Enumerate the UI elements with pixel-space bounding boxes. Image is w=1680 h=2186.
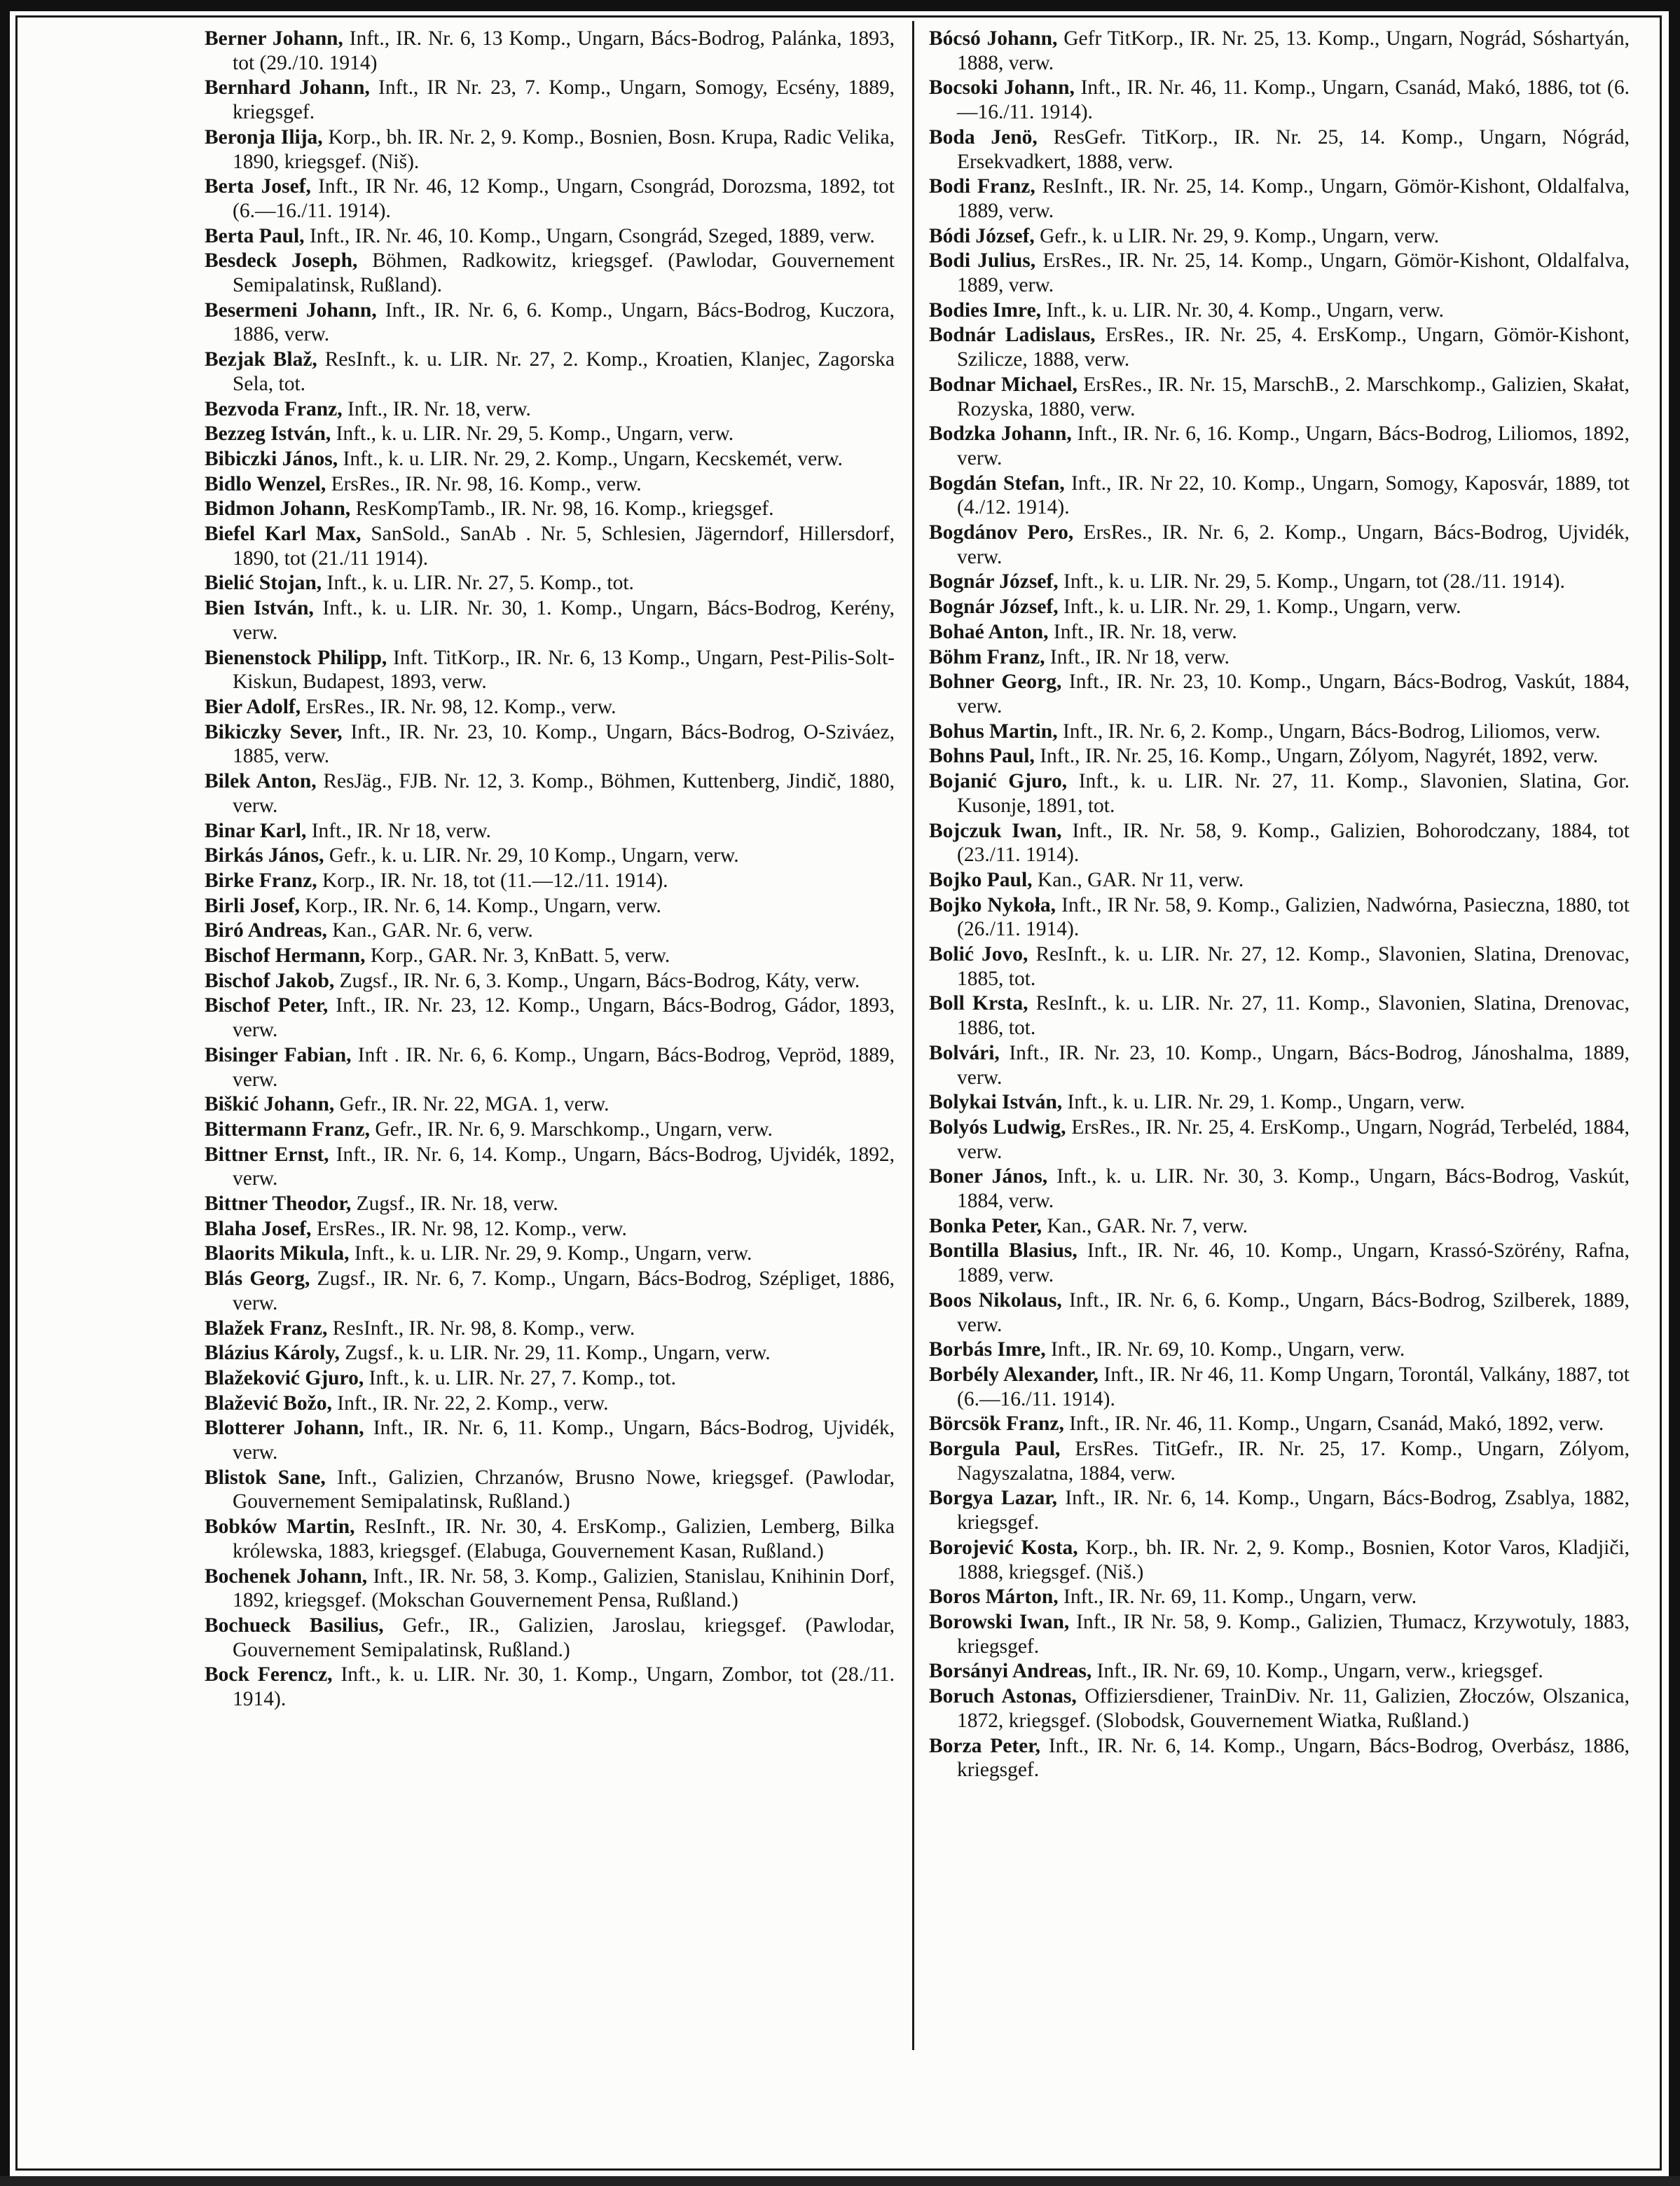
entry-details: Gefr., IR. Nr. 22, MGA. 1, verw. xyxy=(339,1093,610,1116)
entry-name: Biefel Karl Max, xyxy=(205,523,362,546)
entry-name: Boruch Astonas, xyxy=(929,1685,1077,1708)
casualty-entry xyxy=(929,670,1630,718)
entry-details: Korp., bh. IR. Nr. 2, 9. Komp., Bosnien, Kotor Varos, Kladjiči, 1888, kriegsgef. (Niš.) xyxy=(957,1536,1630,1583)
casualty-entry xyxy=(929,893,1630,942)
casualty-entry xyxy=(929,1239,1630,1287)
casualty-entry xyxy=(929,1214,1630,1239)
casualty-entry xyxy=(205,894,895,919)
entry-details: Gefr TitKorp., IR. Nr. 25, 13. Komp., Ungarn, Nográd, Sóshartyán, 1888, verw. xyxy=(957,27,1630,74)
entry-name: Bock Ferencz, xyxy=(205,1663,333,1686)
entry-name: Blaha Josef, xyxy=(205,1217,312,1240)
entry-details: Inft., IR. Nr. 69, 11. Komp., Ungarn, verw. xyxy=(1063,1586,1417,1609)
entry-name: Bittner Ernst, xyxy=(205,1143,329,1166)
entry-details: Inft., IR. Nr. 46, 11. Komp., Ungarn, Csanád, Makó, 1892, verw. xyxy=(1069,1412,1604,1436)
entry-details: Inft., IR. Nr. 69, 10. Komp., Ungarn, verw. xyxy=(1051,1338,1405,1361)
entry-details: ResInft., IR. Nr. 25, 14. Komp., Ungarn, Gömör-Kishont, Oldalfalva, 1889, verw. xyxy=(957,175,1630,222)
entry-name: Bohus Martin, xyxy=(929,720,1058,743)
entry-details: Zugsf., k. u. LIR. Nr. 29, 11. Komp., Ungarn, verw. xyxy=(345,1342,771,1365)
entry-name: Bibiczki János, xyxy=(205,447,338,470)
entry-name: Biškić Johann, xyxy=(205,1093,335,1116)
entry-details: Inft., IR. Nr. 58, 3. Komp., Galizien, Stanislau, Knihinin Dorf, 1892, kriegsgef. (Mokschan Gouvernement Pensa, Rußland.) xyxy=(233,1565,895,1612)
entry-details: Kan., GAR. Nr 11, verw. xyxy=(1037,868,1244,891)
entry-name: Bodi Julius, xyxy=(929,249,1036,273)
entry-name: Bien István, xyxy=(205,597,314,620)
entry-details: ErsRes., IR. Nr. 25, 4. ErsKomp., Ungarn, Gömör-Kishont, Szilicze, 1888, verw. xyxy=(957,324,1630,371)
entry-name: Bonka Peter, xyxy=(929,1214,1042,1237)
casualty-entry xyxy=(205,571,895,596)
entry-details: Inft., k. u. LIR. Nr. 27, 7. Komp., tot. xyxy=(369,1366,677,1389)
casualty-entry xyxy=(929,720,1630,744)
casualty-entry xyxy=(929,620,1630,645)
entry-details: ErsRes., IR. Nr. 25, 14. Komp., Ungarn, Gömör-Kishont, Oldalfalva, 1889, verw. xyxy=(957,249,1630,297)
entry-name: Boros Márton, xyxy=(929,1586,1059,1609)
casualty-entry xyxy=(205,1092,895,1117)
entry-details: Inft . IR. Nr. 6, 6. Komp., Ungarn, Bács-Bodrog, Vepröd, 1889, verw. xyxy=(233,1043,895,1091)
casualty-entry xyxy=(205,869,895,893)
casualty-entry xyxy=(205,844,895,868)
entry-details: Inft., IR. Nr. 46, 10. Komp., Ungarn, Csongrád, Szeged, 1889, verw. xyxy=(309,224,875,247)
casualty-entry xyxy=(929,249,1630,297)
entry-details: Gefr., k. u LIR. Nr. 29, 9. Komp., Ungarn, verw. xyxy=(1040,224,1440,247)
casualty-entry xyxy=(205,1217,895,1242)
entry-name: Bohaé Anton, xyxy=(929,620,1049,643)
entry-details: ResJäg., FJB. Nr. 12, 3. Komp., Böhmen, Kuttenberg, Jindič, 1880, verw. xyxy=(233,770,895,817)
entry-name: Boner János, xyxy=(929,1165,1048,1188)
entry-details: Gefr., IR., Galizien, Jaroslau, kriegsgef. (Pawlodar, Gouvernement Semipalatinsk, Rußland.) xyxy=(233,1614,895,1661)
entry-name: Borbás Imre, xyxy=(929,1338,1046,1361)
entry-name: Bojczuk Iwan, xyxy=(929,819,1062,842)
entry-details: Inft., IR. Nr. 23, 12. Komp., Ungarn, Bács-Bodrog, Gádor, 1893, verw. xyxy=(233,994,895,1042)
entry-name: Bohner Georg, xyxy=(929,671,1062,694)
entry-details: Inft., k. u. LIR. Nr. 29, 2. Komp., Ungarn, Kecskemét, verw. xyxy=(343,447,843,470)
entry-details: Inft., k. u. LIR. Nr. 30, 1. Komp., Ungarn, Bács-Bodrog, Kerény, verw. xyxy=(233,597,895,644)
entry-name: Bolvári, xyxy=(929,1041,1000,1064)
entry-details: Inft., IR Nr. 58, 9. Komp., Galizien, Nadwórna, Pasieczna, 1880, tot (26./11. 1914). xyxy=(957,893,1630,941)
entry-details: SanSold., SanAb . Nr. 5, Schlesien, Jägerndorf, Hillersdorf, 1890, tot (21./11 1914). xyxy=(233,523,895,570)
entry-details: Inft., Galizien, Chrzanów, Brusno Nowe, kriegsgef. (Pawlodar, Gouvernement Semipalatinsk, Rußland.) xyxy=(233,1466,895,1513)
casualty-entry xyxy=(205,174,895,223)
entry-name: Birke Franz, xyxy=(205,869,317,892)
casualty-entry xyxy=(205,1267,895,1315)
entry-details: Inft., IR. Nr. 18, verw. xyxy=(1053,620,1237,643)
entry-name: Bischof Peter, xyxy=(205,994,329,1017)
casualty-entry xyxy=(929,373,1630,421)
entry-details: Inft., IR. Nr 18, verw. xyxy=(1049,645,1230,668)
casualty-entry xyxy=(929,521,1630,569)
casualty-entry xyxy=(205,1466,895,1514)
entry-details: Zugsf., IR. Nr. 6, 7. Komp., Ungarn, Bács-Bodrog, Szépliget, 1886, verw. xyxy=(233,1267,895,1314)
entry-details: ResKompTamb., IR. Nr. 98, 16. Komp., kriegsgef. xyxy=(355,497,774,521)
entry-name: Böhm Franz, xyxy=(929,645,1045,668)
entry-details: Inft., k. u. LIR. Nr. 30, 3. Komp., Ungarn, Bács-Bodrog, Vaskút, 1884, verw. xyxy=(957,1165,1630,1213)
entry-name: Bohns Paul, xyxy=(929,745,1035,768)
casualty-entry xyxy=(929,1684,1630,1733)
scan-border-left xyxy=(0,0,10,2186)
entry-name: Bontilla Blasius, xyxy=(929,1239,1077,1263)
casualty-entry xyxy=(205,1565,895,1613)
entry-name: Bielić Stojan, xyxy=(205,572,322,595)
casualty-entry xyxy=(929,595,1630,619)
entry-name: Bojanić Gjuro, xyxy=(929,770,1068,793)
entry-name: Bolykai István, xyxy=(929,1091,1063,1114)
entry-details: ErsRes., IR. Nr. 25, 4. ErsKomp., Ungarn, Nográd, Terbeléd, 1884, verw. xyxy=(957,1115,1630,1163)
entry-name: Birkás János, xyxy=(205,844,324,867)
entry-name: Bognár József, xyxy=(929,596,1059,619)
entry-details: Inft. TitKorp., IR. Nr. 6, 13 Komp., Ungarn, Pest-Pilis-Solt-Kiskun, Budapest, 1893, verw. xyxy=(233,646,895,694)
entry-name: Börcsök Franz, xyxy=(929,1412,1064,1436)
casualty-entry xyxy=(205,472,895,497)
entry-details: ErsRes., IR. Nr. 98, 12. Komp., verw. xyxy=(316,1217,627,1240)
entry-name: Bodzka Johann, xyxy=(929,422,1072,446)
casualty-entry xyxy=(929,1412,1630,1436)
entry-name: Bodnár Ladislaus, xyxy=(929,324,1096,347)
casualty-entry xyxy=(929,1090,1630,1115)
casualty-entry xyxy=(929,224,1630,249)
entry-name: Bernhard Johann, xyxy=(205,76,370,99)
entry-name: Bezjak Blaž, xyxy=(205,348,317,371)
scan-border-top xyxy=(0,0,1680,11)
entry-name: Boda Jenö, xyxy=(929,125,1038,149)
entry-name: Biró Andreas, xyxy=(205,919,327,942)
entry-details: Inft., IR. Nr. 22, 2. Komp., verw. xyxy=(337,1391,609,1415)
entry-details: Kan., GAR. Nr. 7, verw. xyxy=(1047,1214,1248,1237)
casualty-entry xyxy=(929,1610,1630,1658)
casualty-entry xyxy=(929,76,1630,124)
entry-details: Inft., IR. Nr. 6, 14. Komp., Ungarn, Bács-Bodrog, Ujvidék, 1892, verw. xyxy=(233,1143,895,1190)
entry-details: Inft., IR. Nr. 46, 10. Komp., Ungarn, Krassó-Szörény, Rafna, 1889, verw. xyxy=(957,1239,1630,1287)
entry-details: Inft., IR. Nr 18, verw. xyxy=(311,819,491,842)
entry-name: Blás Georg, xyxy=(205,1267,310,1291)
entry-details: Inft., k. u. LIR. Nr. 27, 11. Komp., Slavonien, Slatina, Gor. Kusonje, 1891, tot. xyxy=(957,770,1630,817)
casualty-entry xyxy=(929,1437,1630,1485)
casualty-entry xyxy=(205,969,895,994)
casualty-entry xyxy=(929,769,1630,818)
casualty-entry xyxy=(205,944,895,968)
entry-details: Inft., IR. Nr. 6, 14. Komp., Ungarn, Bács-Bodrog, Zsablya, 1882, kriegsgef. xyxy=(957,1487,1630,1534)
casualty-entry xyxy=(205,27,895,75)
entry-details: ResInft., IR. Nr. 98, 8. Komp., verw. xyxy=(332,1317,635,1340)
casualty-entry xyxy=(205,397,895,422)
entry-name: Bocsoki Johann, xyxy=(929,76,1075,99)
casualty-entry xyxy=(929,868,1630,893)
casualty-entry xyxy=(205,596,895,645)
casualty-entry xyxy=(205,1341,895,1366)
entry-details: Inft., IR. Nr. 6, 13 Komp., Ungarn, Bács-Bodrog, Palánka, 1893, tot (29./10. 1914) xyxy=(233,27,895,74)
entry-details: Inft., IR. Nr. 23, 10. Komp., Ungarn, Bács-Bodrog, O-Sziváez, 1885, verw. xyxy=(233,720,895,768)
casualty-entry xyxy=(929,1115,1630,1164)
entry-name: Birli Josef, xyxy=(205,894,301,917)
casualty-entry xyxy=(929,27,1630,75)
entry-name: Bodi Franz, xyxy=(929,175,1035,198)
entry-details: ErsRes., IR. Nr. 15, MarschB., 2. Marschkomp., Galizien, Skałat, Rozyska, 1880, verw. xyxy=(957,373,1630,420)
casualty-entry xyxy=(929,174,1630,223)
casualty-entry xyxy=(205,769,895,818)
entry-name: Berta Josef, xyxy=(205,175,311,198)
casualty-entry xyxy=(205,249,895,297)
entry-name: Blaorits Mikula, xyxy=(205,1242,350,1265)
entry-details: Inft., k. u. LIR. Nr. 29, 5. Komp., Ungarn, tot (28./11. 1914). xyxy=(1063,570,1565,593)
entry-name: Bojko Nykoła, xyxy=(929,893,1056,916)
entry-name: Bittermann Franz, xyxy=(205,1118,370,1141)
casualty-entry xyxy=(205,348,895,396)
entry-details: Zugsf., IR. Nr. 6, 3. Komp., Ungarn, Bács-Bodrog, Káty, verw. xyxy=(339,969,860,992)
entry-details: Inft., IR. Nr. 23, 10. Komp., Ungarn, Bács-Bodrog, Jánoshalma, 1889, verw. xyxy=(957,1041,1630,1089)
entry-details: Inft., IR. Nr. 46, 11. Komp., Ungarn, Csanád, Makó, 1886, tot (6.—16./11. 1914). xyxy=(957,76,1630,124)
entry-name: Binar Karl, xyxy=(205,819,307,842)
entry-name: Beronja Ilija, xyxy=(205,125,323,149)
casualty-entry xyxy=(205,819,895,844)
entry-details: ResInft., k. u. LIR. Nr. 27, 11. Komp., Slavonien, Slatina, Drenovac, 1886, tot. xyxy=(957,992,1630,1040)
entry-name: Berta Paul, xyxy=(205,224,305,247)
entry-name: Borsányi Andreas, xyxy=(929,1660,1092,1683)
entry-name: Bischof Hermann, xyxy=(205,944,366,968)
right-column xyxy=(929,27,1630,1783)
casualty-entry xyxy=(929,819,1630,867)
entry-details: Inft., IR Nr. 46, 12 Komp., Ungarn, Csongrád, Dorozsma, 1892, tot (6.—16./11. 1914). xyxy=(233,175,895,222)
entry-name: Bilek Anton, xyxy=(205,770,317,793)
entry-details: ErsRes., IR. Nr. 98, 16. Komp., verw. xyxy=(331,472,642,495)
entry-name: Blažević Božo, xyxy=(205,1391,332,1415)
entry-details: Inft., IR. Nr. 6, 16. Komp., Ungarn, Bács-Bodrog, Liliomos, 1892, verw. xyxy=(957,422,1630,469)
entry-name: Bodies Imre, xyxy=(929,298,1042,322)
entry-name: Bidlo Wenzel, xyxy=(205,472,326,495)
casualty-entry xyxy=(205,720,895,769)
casualty-entry xyxy=(929,1363,1630,1411)
casualty-entry xyxy=(205,1515,895,1563)
entry-details: Inft., IR. Nr. 6, 6. Komp., Ungarn, Bács-Bodrog, Szilberek, 1889, verw. xyxy=(957,1288,1630,1336)
entry-name: Bócsó Johann, xyxy=(929,27,1058,50)
casualty-entry xyxy=(929,422,1630,470)
casualty-entry xyxy=(205,1192,895,1216)
casualty-entry xyxy=(205,497,895,521)
casualty-entry xyxy=(929,645,1630,670)
casualty-entry xyxy=(929,1585,1630,1609)
casualty-entry xyxy=(205,298,895,347)
casualty-entry xyxy=(205,1317,895,1341)
entry-name: Boos Nikolaus, xyxy=(929,1288,1062,1312)
entry-details: ErsRes., IR. Nr. 98, 12. Komp., verw. xyxy=(305,695,617,718)
casualty-entry xyxy=(205,224,895,249)
casualty-entry xyxy=(205,1242,895,1266)
entry-name: Bodnar Michael, xyxy=(929,373,1077,396)
entry-name: Blažeković Gjuro, xyxy=(205,1366,364,1389)
entry-details: Inft., k. u. LIR. Nr. 29, 9. Komp., Ungarn, verw. xyxy=(354,1242,752,1265)
entry-name: Borgula Paul, xyxy=(929,1438,1061,1461)
casualty-entry xyxy=(205,125,895,174)
casualty-entry xyxy=(205,1366,895,1391)
casualty-entry xyxy=(205,422,895,446)
entry-details: Offiziersdiener, TrainDiv. Nr. 11, Galizien, Złoczów, Olszanica, 1872, kriegsgef. (Slobodsk, Gouvernement Wiatka, Rußland.) xyxy=(957,1685,1630,1732)
scan-border-right xyxy=(1669,0,1680,2186)
casualty-entry xyxy=(929,472,1630,520)
casualty-entry xyxy=(205,1043,895,1092)
entry-details: ErsRes. TitGefr., IR. Nr. 25, 17. Komp., Ungarn, Zólyom, Nagyszalatna, 1884, verw. xyxy=(957,1438,1630,1485)
entry-name: Bojko Paul, xyxy=(929,868,1033,891)
column-divider xyxy=(912,21,914,2050)
casualty-entry xyxy=(929,570,1630,594)
entry-details: Inft., IR. Nr 46, 11. Komp Ungarn, Torontál, Valkány, 1887, tot (6.—16./11. 1914). xyxy=(957,1363,1630,1410)
entry-details: ResInft., k. u. LIR. Nr. 27, 2. Komp., Kroatien, Klanjec, Zagorska Sela, tot. xyxy=(233,348,895,395)
entry-name: Blistok Sane, xyxy=(205,1466,326,1489)
entry-details: Böhmen, Radkowitz, kriegsgef. (Pawlodar, Gouvernement Semipalatinsk, Rußland). xyxy=(233,249,895,297)
entry-details: ResInft., k. u. LIR. Nr. 27, 12. Komp., Slavonien, Slatina, Drenovac, 1885, tot. xyxy=(957,943,1630,990)
entry-name: Bochueck Basilius, xyxy=(205,1614,384,1637)
entry-details: Inft., IR. Nr. 6, 2. Komp., Ungarn, Bács-Bodrog, Liliomos, verw. xyxy=(1062,720,1601,743)
entry-details: Inft., IR Nr. 23, 7. Komp., Ungarn, Somogy, Ecsény, 1889, kriegsgef. xyxy=(233,76,895,124)
entry-name: Borgya Lazar, xyxy=(929,1487,1058,1510)
casualty-entry xyxy=(929,1659,1630,1684)
entry-details: Inft., IR. Nr. 18, verw. xyxy=(347,397,531,420)
entry-name: Berner Johann, xyxy=(205,27,343,50)
casualty-entry xyxy=(205,919,895,943)
entry-name: Bikiczky Sever, xyxy=(205,720,343,743)
entry-details: Gefr., IR. Nr. 6, 9. Marschkomp., Ungarn, verw. xyxy=(375,1118,773,1141)
entry-details: Kan., GAR. Nr. 6, verw. xyxy=(332,919,533,942)
entry-name: Bódi József, xyxy=(929,224,1035,247)
entry-name: Bier Adolf, xyxy=(205,695,301,718)
entry-name: Besermeni Johann, xyxy=(205,298,377,322)
entry-name: Bezvoda Franz, xyxy=(205,397,343,420)
entry-name: Bogdán Stefan, xyxy=(929,472,1065,495)
entry-details: ResInft., IR. Nr. 30, 4. ErsKomp., Galizien, Lemberg, Bilka królewska, 1883, kriegsgef. (Elabuga, Gouvernement Kasan, Rußland.) xyxy=(233,1515,895,1562)
entry-details: Inft., IR. Nr. 69, 10. Komp., Ungarn, verw., kriegsgef. xyxy=(1096,1660,1543,1683)
casualty-entry xyxy=(929,991,1630,1040)
entry-details: Gefr., k. u. LIR. Nr. 29, 10 Komp., Ungarn, verw. xyxy=(329,844,739,867)
entry-name: Bienenstock Philipp, xyxy=(205,646,387,669)
entry-name: Bolić Jovo, xyxy=(929,943,1028,966)
entry-name: Besdeck Joseph, xyxy=(205,249,358,273)
entry-details: Inft., k. u. LIR. Nr. 27, 5. Komp., tot. xyxy=(326,572,634,595)
casualty-entry xyxy=(205,76,895,124)
entry-name: Bochenek Johann, xyxy=(205,1565,368,1588)
casualty-entry xyxy=(929,298,1630,323)
entry-name: Borojević Kosta, xyxy=(929,1536,1078,1559)
entry-name: Bischof Jakob, xyxy=(205,969,335,992)
entry-details: ErsRes., IR. Nr. 6, 2. Komp., Ungarn, Bács-Bodrog, Ujvidék, verw. xyxy=(957,521,1630,568)
casualty-entry xyxy=(929,1288,1630,1337)
entry-details: Inft., k. u. LIR. Nr. 29, 1. Komp., Ungarn, verw. xyxy=(1067,1091,1466,1114)
casualty-entry xyxy=(205,646,895,694)
entry-details: Inft., k. u. LIR. Nr. 30, 4. Komp., Ungarn, verw. xyxy=(1046,298,1444,322)
entry-name: Bidmon Johann, xyxy=(205,497,351,521)
entry-details: Inft., IR. Nr. 6, 6. Komp., Ungarn, Bács-Bodrog, Kuczora, 1886, verw. xyxy=(233,298,895,346)
entry-name: Borowski Iwan, xyxy=(929,1611,1070,1633)
entry-name: Bisinger Fabian, xyxy=(205,1043,352,1066)
entry-details: Inft., IR Nr. 58, 9. Komp., Galizien, Tłumacz, Krzywotuly, 1883, kriegsgef. xyxy=(957,1611,1630,1658)
casualty-entry xyxy=(205,695,895,720)
entry-details: Inft., IR. Nr. 25, 16. Komp., Ungarn, Zólyom, Nagyrét, 1892, verw. xyxy=(1040,745,1599,768)
entry-details: Inft., k. u. LIR. Nr. 29, 1. Komp., Ungarn, verw. xyxy=(1063,596,1461,619)
left-column xyxy=(205,27,895,1712)
entry-details: Inft., k. u. LIR. Nr. 29, 5. Komp., Ungarn, verw. xyxy=(336,422,734,446)
casualty-entry xyxy=(929,125,1630,174)
casualty-entry xyxy=(205,522,895,570)
scan-border-bottom xyxy=(0,2176,1680,2186)
entry-details: Inft., IR. Nr. 6, 14. Komp., Ungarn, Bács-Bodrog, Overbász, 1886, kriegsgef. xyxy=(957,1734,1630,1782)
entry-name: Borbély Alexander, xyxy=(929,1363,1099,1386)
entry-details: ResGefr. TitKorp., IR. Nr. 25, 14. Komp., Ungarn, Nógrád, Ersekvadkert, 1888, verw. xyxy=(957,125,1630,173)
entry-name: Bittner Theodor, xyxy=(205,1192,352,1216)
entry-name: Bobków Martin, xyxy=(205,1515,355,1539)
casualty-entry xyxy=(205,1663,895,1711)
casualty-entry xyxy=(929,1486,1630,1534)
entry-details: Inft., IR. Nr 22, 10. Komp., Ungarn, Somogy, Kaposvár, 1889, tot (4./12. 1914). xyxy=(957,472,1630,519)
entry-name: Borza Peter, xyxy=(929,1734,1040,1757)
entry-details: Inft., IR. Nr. 6, 11. Komp., Ungarn, Bács-Bodrog, Ujvidék, verw. xyxy=(233,1417,895,1464)
entry-details: Korp., IR. Nr. 6, 14. Komp., Ungarn, verw. xyxy=(305,894,661,917)
casualty-entry xyxy=(205,1143,895,1191)
entry-name: Blázius Károly, xyxy=(205,1342,340,1365)
entry-name: Blažek Franz, xyxy=(205,1317,328,1340)
entry-name: Boll Krsta, xyxy=(929,992,1028,1015)
casualty-entry xyxy=(205,1118,895,1142)
entry-name: Bogdánov Pero, xyxy=(929,521,1074,544)
casualty-entry xyxy=(205,447,895,472)
casualty-entry xyxy=(929,1338,1630,1362)
entry-details: Korp., GAR. Nr. 3, KnBatt. 5, verw. xyxy=(370,944,670,968)
casualty-entry xyxy=(929,1164,1630,1213)
entry-details: Zugsf., IR. Nr. 18, verw. xyxy=(356,1192,558,1216)
casualty-entry xyxy=(929,1041,1630,1089)
entry-details: Inft., k. u. LIR. Nr. 30, 1. Komp., Ungarn, Zombor, tot (28./11. 1914). xyxy=(233,1663,895,1711)
casualty-entry xyxy=(205,1391,895,1416)
casualty-entry xyxy=(205,1614,895,1662)
casualty-entry xyxy=(929,942,1630,991)
entry-name: Bolyós Ludwig, xyxy=(929,1115,1066,1139)
casualty-entry xyxy=(929,1536,1630,1584)
entry-details: Korp., bh. IR. Nr. 2, 9. Komp., Bosnien, Bosn. Krupa, Radic Velika, 1890, kriegsgef. (Niš). xyxy=(233,125,895,173)
entry-details: Korp., IR. Nr. 18, tot (11.—12./11. 1914). xyxy=(322,869,668,892)
entry-name: Bognár József, xyxy=(929,570,1059,593)
entry-name: Bezzeg István, xyxy=(205,422,331,446)
casualty-entry xyxy=(929,1734,1630,1782)
entry-details: Inft., IR. Nr. 23, 10. Komp., Ungarn, Bács-Bodrog, Vaskút, 1884, verw. xyxy=(957,671,1630,717)
casualty-entry xyxy=(205,1416,895,1464)
casualty-entry xyxy=(929,323,1630,371)
casualty-entry xyxy=(205,994,895,1042)
casualty-entry xyxy=(929,744,1630,769)
entry-details: Inft., IR. Nr. 58, 9. Komp., Galizien, Bohorodczany, 1884, tot (23./11. 1914). xyxy=(957,819,1630,867)
entry-name: Blotterer Johann, xyxy=(205,1417,364,1440)
